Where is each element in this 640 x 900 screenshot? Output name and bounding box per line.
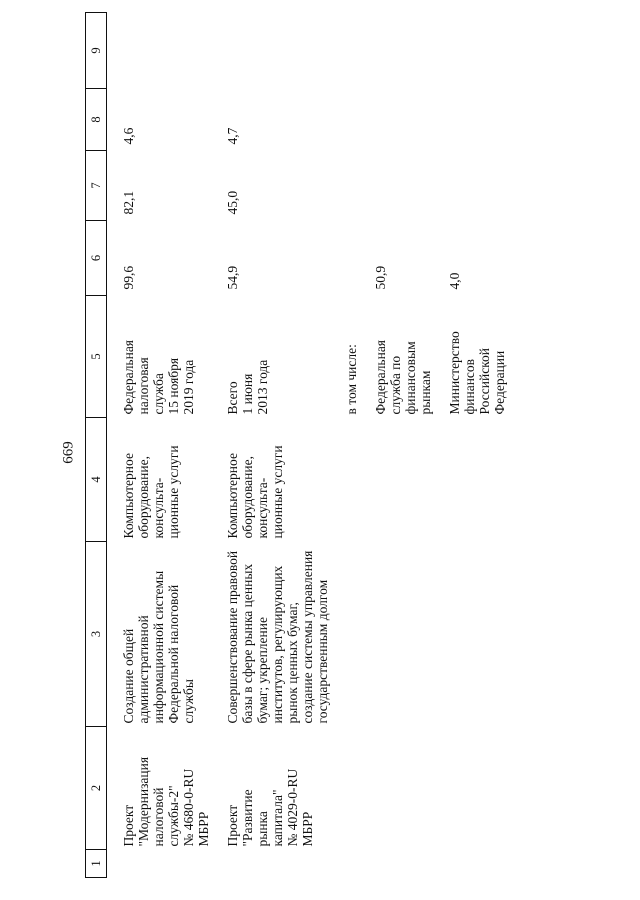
cell-agency: Министерство финансов Российской Федерации: [447, 331, 507, 415]
cell-value-8: [447, 89, 507, 151]
cell-purpose: [447, 542, 507, 727]
cell-project: [344, 727, 359, 850]
table-row-capital-market: [225, 13, 330, 878]
column-number-header: [86, 13, 107, 878]
cell-number: [373, 850, 433, 878]
column-header-9: 9: [86, 13, 107, 89]
cell-procurement: Компьютерное оборудование, консульта- ционные услуги: [225, 445, 285, 539]
table-row-minfin: [447, 13, 507, 878]
cell-procurement: [344, 418, 359, 542]
column-header-6: 6: [86, 221, 107, 296]
spacer-row: [433, 13, 447, 878]
table-row-tax-service: [121, 13, 211, 878]
cell-value-9: [447, 13, 507, 89]
cell-agency: в том числе:: [344, 344, 359, 415]
column-header-7: 7: [86, 151, 107, 221]
cell-number: [121, 850, 211, 878]
cell-project: [447, 727, 507, 850]
cell-number: [447, 850, 507, 878]
cell-value-7: [373, 151, 433, 221]
column-header-4: 4: [86, 418, 107, 542]
column-header-3: 3: [86, 542, 107, 727]
spacer-row: [211, 13, 225, 878]
spacer-row: [330, 13, 344, 878]
cell-value-8: 4,7: [225, 127, 240, 145]
cell-value-8: [344, 89, 359, 151]
cell-value-7: 45,0: [225, 190, 240, 215]
column-header-5: 5: [86, 296, 107, 418]
cell-purpose: Создание общей административной информационной системы Федеральной налоговой службы: [121, 570, 196, 724]
cell-value-6: 50,9: [373, 265, 388, 290]
cell-value-7: [447, 151, 507, 221]
cell-value-6: 4,0: [447, 272, 462, 290]
cell-purpose: [373, 542, 433, 727]
cell-number: [225, 850, 330, 878]
cell-value-8: 4,6: [121, 127, 136, 145]
cell-value-8: [373, 89, 433, 151]
cell-agency: Федеральная налоговая служба 15 ноября 2019 года: [121, 339, 196, 415]
table-row-including: [344, 13, 359, 878]
column-header-8: 8: [86, 89, 107, 151]
spacer-row: [359, 13, 373, 878]
page-number: 669: [60, 441, 77, 464]
cell-procurement: Компьютерное оборудование, консульта- ционные услуги: [121, 445, 181, 539]
cell-project: Проект "Развитие рынка капитала" № 4029-0-RU МБРР: [225, 768, 315, 847]
column-header-1: 1: [86, 850, 107, 878]
cell-number: [344, 850, 359, 878]
cell-agency: Федеральная служба по финансовым рынкам: [373, 339, 433, 415]
cell-project: [373, 727, 433, 850]
cell-project: Проект "Модернизация налоговой службы-2" № 4680-0-RU МБРР: [121, 756, 211, 847]
cell-procurement: [373, 418, 433, 542]
cell-value-9: [344, 13, 359, 89]
data-table: [85, 12, 507, 878]
cell-value-6: 54,9: [225, 265, 240, 290]
cell-value-6: 99,6: [121, 265, 136, 290]
cell-purpose: Совершенствование правовой базы в сфере рынка ценных бумаг; укрепление институтов, регулирующих рынок ценных бумаг, создание системы управления государственным долгом: [225, 550, 330, 724]
cell-value-6: [344, 221, 359, 296]
column-header-2: 2: [86, 727, 107, 850]
cell-value-9: [373, 13, 433, 89]
cell-value-9: [225, 13, 330, 89]
table-row-fsfm: [373, 13, 433, 878]
cell-agency: Всего 1 июня 2013 года: [225, 359, 270, 415]
rotated-page: [85, 13, 615, 878]
cell-value-7: [344, 151, 359, 221]
spacer-row: [107, 13, 122, 878]
cell-value-9: [121, 13, 211, 89]
cell-purpose: [344, 542, 359, 727]
cell-procurement: [447, 418, 507, 542]
cell-value-7: 82,1: [121, 190, 136, 215]
